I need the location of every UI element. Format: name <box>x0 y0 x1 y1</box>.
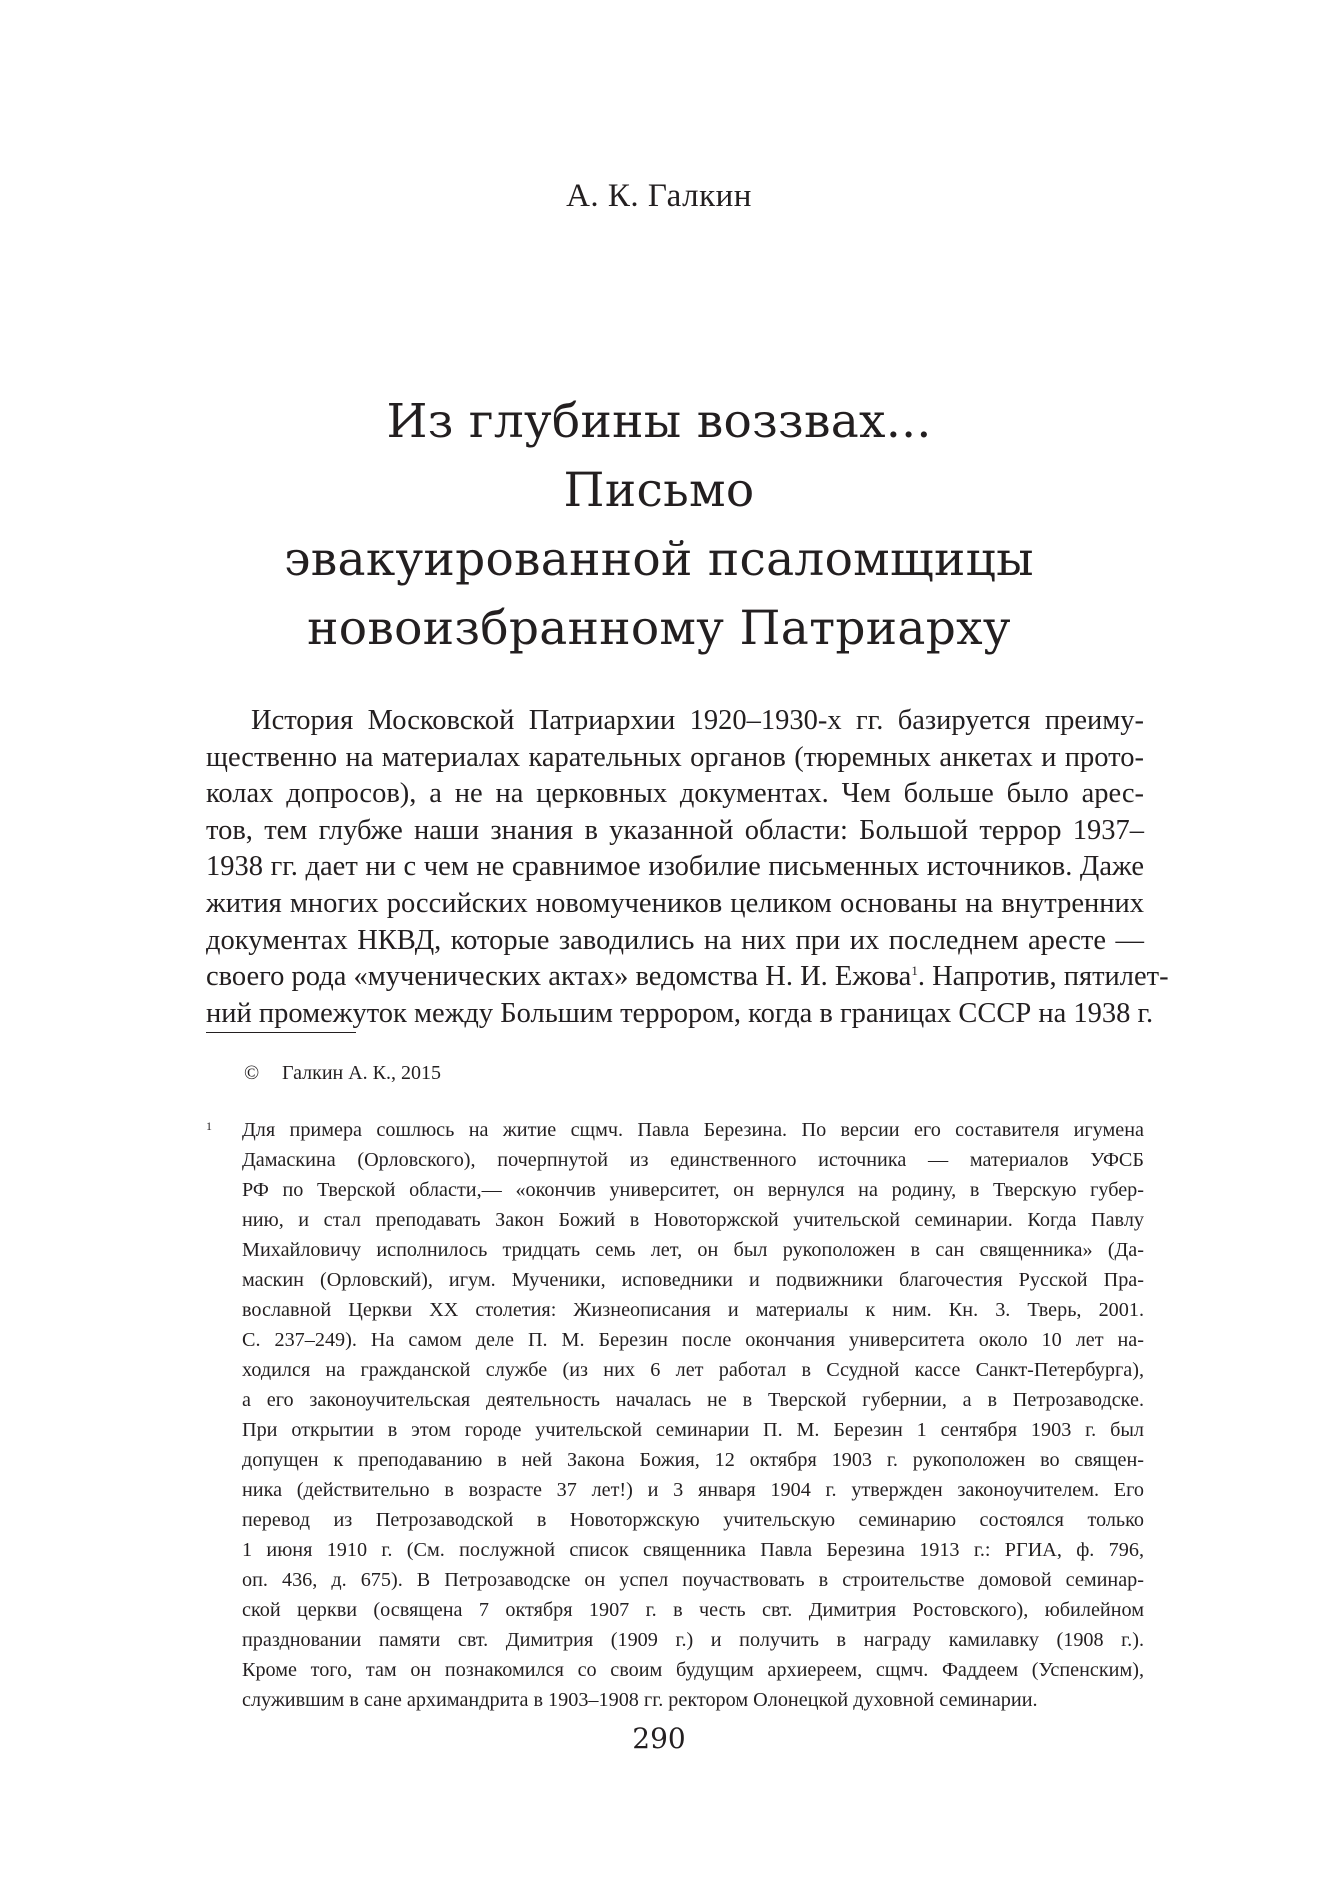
footnote-separator <box>206 1032 356 1033</box>
body-line-part: . Напротив, пятилет- <box>917 961 1169 993</box>
footnote-line: Дамаскина (Орловского), почерпнутой из единственного источника — материалов УФСБ <box>242 1149 1144 1171</box>
article-title <box>0 387 1318 663</box>
footnote-line: С. 237–249). На самом деле П. М. Березин после окончания университета около 10 лет на- <box>242 1329 1144 1351</box>
body-line-part: своего рода «мученических актах» ведомства Н. И. Ежова <box>206 961 912 993</box>
body-line-with-footnote-ref <box>206 959 1169 996</box>
body-line: ний промежуток между Большим террором, когда в границах СССР на 1938 г. <box>206 997 1154 1029</box>
page-number: 290 <box>632 1722 686 1755</box>
footnote-line: маскин (Орловский), игум. Мученики, исповедники и подвижники благочестия Русской Пра- <box>242 1269 1144 1291</box>
footnote-line: служившим в сане архимандрита в 1903–1908 гг. ректором Олонецкой духовной семинарии. <box>242 1689 1038 1711</box>
footnote-line: Михайловичу исполнилось тридцать семь лет, он был рукоположен в сан священника» (Да- <box>242 1239 1144 1261</box>
footnote-line: допущен к преподаванию в ней Закона Божия, 12 октября 1903 г. рукоположен во священ- <box>242 1449 1144 1471</box>
footnote-line: Кроме того, там он познакомился со своим будущим архиереем, сщмч. Фаддеем (Успенским), <box>242 1659 1144 1681</box>
body-line: щественно на материалах карательных органов (тюремных анкетах и прото- <box>206 741 1144 773</box>
copyright-notice <box>244 1062 441 1085</box>
copyright-symbol: © <box>244 1062 260 1084</box>
footnote-line: 1 июня 1910 г. (См. послужной список священника Павла Березина 1913 г.: РГИА, ф. 796, <box>242 1539 1144 1561</box>
title-line: Из глубины воззвах... <box>386 394 932 449</box>
body-line: жития многих российских новомучеников целиком основаны на внутренних <box>206 887 1144 919</box>
body-line: 1938 гг. дает ни с чем не сравнимое изобилие письменных источников. Даже <box>206 851 1144 883</box>
footnote <box>206 1115 1144 1715</box>
footnote-body <box>242 1115 1144 1715</box>
footnote-line: ской церкви (освящена 7 октября 1907 г. в честь свт. Димитрия Ростовского), юбилейном <box>242 1599 1144 1621</box>
title-line: эвакуированной псаломщицы <box>284 532 1034 587</box>
footnote-line: а его законоучительская деятельность началась не в Тверской губернии, а в Петрозаводске. <box>242 1389 1144 1411</box>
footnote-line: нию, и стал преподавать Закон Божий в Новоторжской учительской семинарии. Когда Павлу <box>242 1209 1144 1231</box>
body-paragraph <box>206 703 1169 1032</box>
footnote-reference[interactable]: 1 <box>911 963 918 979</box>
footnote-line: вославной Церкви XX столетия: Жизнеописания и материалы к ним. Кн. 3. Тверь, 2001. <box>242 1299 1144 1321</box>
footnote-line: ника (действительно в возрасте 37 лет!) и 3 января 1904 г. утвержден законоучителем. Его <box>242 1479 1144 1501</box>
footnote-line: ходился на гражданской службе (из них 6 лет работал в Ссудной кассе Санкт-Петербурга), <box>242 1359 1144 1381</box>
footnote-line: Для примера сошлюсь на житие сщмч. Павла Березина. По версии его составителя игумена <box>242 1119 1144 1141</box>
footnote-line: оп. 436, д. 675). В Петрозаводске он успел поучаствовать в строительстве домовой семинар- <box>242 1569 1144 1591</box>
footnote-line: перевод из Петрозаводской в Новоторжскую учительскую семинарию состоялся только <box>242 1509 1144 1531</box>
footnote-line: РФ по Тверской области,— «окончив университет, он вернулся на родину, в Тверскую губер- <box>242 1179 1144 1201</box>
footnote-line: При открытии в этом городе учительской семинарии П. М. Березин 1 сентября 1903 г. был <box>242 1419 1144 1441</box>
author-name: А. К. Галкин <box>566 178 752 214</box>
title-line: новоизбранному Патриарху <box>307 601 1011 656</box>
footnote-line: праздновании памяти свт. Димитрия (1909 г.) и получить в награду камилавку (1908 г.). <box>242 1629 1144 1651</box>
body-line: тов, тем глубже наши знания в указанной области: Большой террор 1937– <box>206 814 1144 846</box>
body-line: колах допросов), а не на церковных документах. Чем больше было арес- <box>206 778 1144 810</box>
copyright-text: Галкин А. К., 2015 <box>282 1062 442 1084</box>
body-line: История Московской Патриархии 1920–1930-х гг. базируется преиму- <box>251 705 1144 736</box>
footnote-number: 1 <box>206 1119 212 1133</box>
title-line: Письмо <box>563 463 755 518</box>
body-line: документах НКВД, которые заводились на них при их последнем аресте — <box>206 924 1144 956</box>
